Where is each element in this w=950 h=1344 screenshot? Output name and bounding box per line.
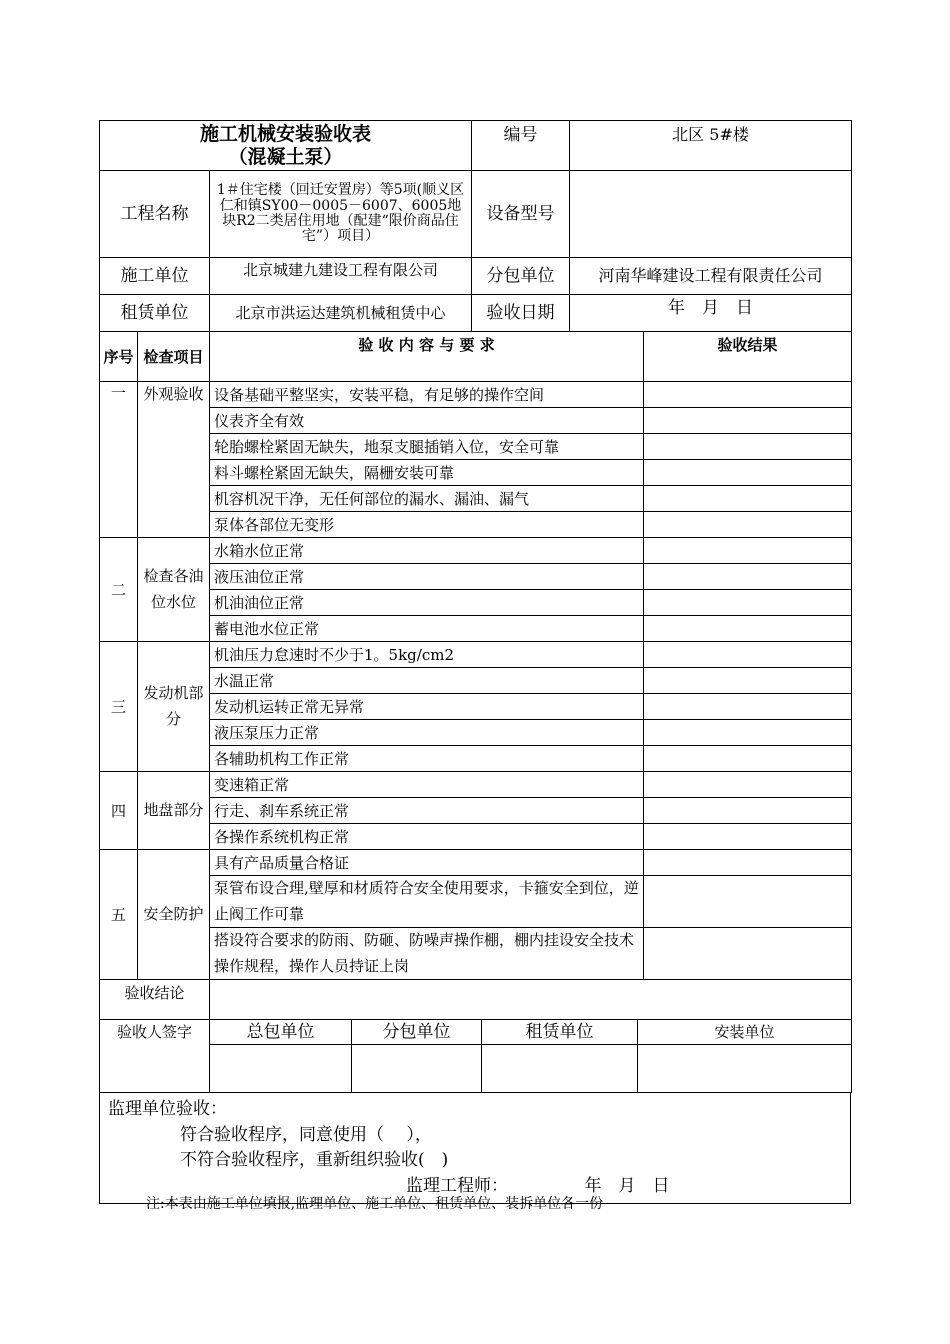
code-value: 北区 5#楼 <box>570 121 852 171</box>
lease-label: 租赁单位 <box>100 295 210 332</box>
result-cell[interactable] <box>644 876 852 928</box>
result-cell[interactable] <box>644 850 852 876</box>
result-cell[interactable] <box>644 798 852 824</box>
model-label: 设备型号 <box>472 171 570 258</box>
supervision-line4: 监理工程师： 年 月 日 <box>406 1175 670 1196</box>
result-cell[interactable] <box>644 382 852 408</box>
check-item: 变速箱正常 <box>210 772 644 798</box>
section-2-category: 检查各油位水位 <box>138 538 210 642</box>
acceptance-form <box>99 120 851 1204</box>
check-item: 各操作系统机构正常 <box>210 824 644 850</box>
result-cell[interactable] <box>644 772 852 798</box>
conclusion-value[interactable] <box>210 980 852 1020</box>
section-2-seq: 二 <box>100 538 138 642</box>
supervision-line3: 不符合验收程序，重新组织验收( ) <box>180 1150 449 1170</box>
construction-value: 北京城建九建设工程有限公司 <box>210 258 472 295</box>
check-item: 泵体各部位无变形 <box>210 512 644 538</box>
check-item: 机油油位正常 <box>210 590 644 616</box>
result-cell[interactable] <box>644 642 852 668</box>
sig-install-field[interactable] <box>638 1045 852 1093</box>
check-item: 行走、刹车系统正常 <box>210 798 644 824</box>
supervision-table <box>99 1092 851 1204</box>
result-cell[interactable] <box>644 928 852 980</box>
sig-install-label: 安装单位 <box>638 1020 852 1045</box>
result-cell[interactable] <box>644 538 852 564</box>
check-item: 水箱水位正常 <box>210 538 644 564</box>
result-cell[interactable] <box>644 668 852 694</box>
construction-label: 施工单位 <box>100 258 210 295</box>
check-item: 轮胎螺栓紧固无缺失，地泵支腿插销入位，安全可靠 <box>210 434 644 460</box>
col-result: 验收结果 <box>644 332 852 382</box>
check-item: 机容机况干净，无任何部位的漏水、漏油、漏气 <box>210 486 644 512</box>
result-cell[interactable] <box>644 824 852 850</box>
check-item: 液压泵压力正常 <box>210 720 644 746</box>
section-5-category: 安全防护 <box>138 850 210 980</box>
check-item: 水温正常 <box>210 668 644 694</box>
supervision-cell <box>100 1093 851 1204</box>
result-cell[interactable] <box>644 408 852 434</box>
sig-sub-label: 分包单位 <box>352 1020 482 1045</box>
check-item: 仪表齐全有效 <box>210 408 644 434</box>
subcontract-value: 河南华峰建设工程有限责任公司 <box>570 258 852 295</box>
supervision-line1: 监理单位验收： <box>108 1099 227 1119</box>
check-item: 发动机运转正常无异常 <box>210 694 644 720</box>
col-seq: 序号 <box>100 332 138 382</box>
section-5-seq: 五 <box>100 850 138 980</box>
sig-lease-label: 租赁单位 <box>482 1020 638 1045</box>
signature-label: 验收人签字 <box>100 1020 210 1093</box>
model-value <box>570 171 852 258</box>
col-content: 验 收 内 容 与 要 求 <box>210 332 644 382</box>
check-item: 各辅助机构工作正常 <box>210 746 644 772</box>
section-4-category: 地盘部分 <box>138 772 210 850</box>
check-item: 搭设符合要求的防雨、防砸、防噪声操作棚，棚内挂设安全技术操作规程，操作人员持证上岗 <box>210 928 644 980</box>
result-cell[interactable] <box>644 460 852 486</box>
check-item: 料斗螺栓紧固无缺失，隔栅安装可靠 <box>210 460 644 486</box>
date-value: 年 月 日 <box>570 295 852 332</box>
supervision-line2: 符合验收程序，同意使用（ ）， <box>180 1124 432 1145</box>
check-item: 液压油位正常 <box>210 564 644 590</box>
result-cell[interactable] <box>644 434 852 460</box>
result-cell[interactable] <box>644 564 852 590</box>
result-cell[interactable] <box>644 694 852 720</box>
check-item: 具有产品质量合格证 <box>210 850 644 876</box>
section-1-seq: 一 <box>100 382 138 538</box>
form-title <box>100 121 472 171</box>
check-item: 泵管布设合理,壁厚和材质符合安全使用要求，卡箍安全到位，逆止阀工作可靠 <box>210 876 644 928</box>
sig-lease-field[interactable] <box>482 1045 638 1093</box>
project-label: 工程名称 <box>100 171 210 258</box>
date-label: 验收日期 <box>472 295 570 332</box>
lease-value: 北京市洪运达建筑机械租赁中心 <box>210 295 472 332</box>
form-title-line2: （混凝土泵） <box>228 145 343 168</box>
section-3-seq: 三 <box>100 642 138 772</box>
result-cell[interactable] <box>644 616 852 642</box>
result-cell[interactable] <box>644 486 852 512</box>
footer-note: 注:本表由施工单位填报,监理单位、施工单位、租赁单位、装拆单位各一份 <box>146 1196 604 1212</box>
section-4-seq: 四 <box>100 772 138 850</box>
project-value: 1＃住宅楼（回迁安置房）等5项(顺义区仁和镇SY00－0005－6007、6005地块R2二类居住用地（配建“限价商品住宅”）项目） <box>210 171 472 258</box>
check-item: 蓄电池水位正常 <box>210 616 644 642</box>
sig-general-label: 总包单位 <box>210 1020 352 1045</box>
result-cell[interactable] <box>644 512 852 538</box>
sig-sub-field[interactable] <box>352 1045 482 1093</box>
result-cell[interactable] <box>644 720 852 746</box>
result-cell[interactable] <box>644 590 852 616</box>
sig-general-field[interactable] <box>210 1045 352 1093</box>
result-cell[interactable] <box>644 746 852 772</box>
code-label: 编号 <box>472 121 570 171</box>
section-1-category: 外观验收 <box>138 382 210 538</box>
inspection-table <box>99 331 852 1020</box>
col-item: 检查项目 <box>138 332 210 382</box>
subcontract-label: 分包单位 <box>472 258 570 295</box>
check-item: 机油压力怠速时不少于1。5kg/cm2 <box>210 642 644 668</box>
header-table <box>99 120 852 332</box>
check-item: 设备基础平整坚实，安装平稳，有足够的操作空间 <box>210 382 644 408</box>
section-3-category: 发动机部分 <box>138 642 210 772</box>
signature-table <box>99 1019 852 1093</box>
form-title-line1: 施工机械安装验收表 <box>200 122 372 145</box>
conclusion-label: 验收结论 <box>100 980 210 1020</box>
